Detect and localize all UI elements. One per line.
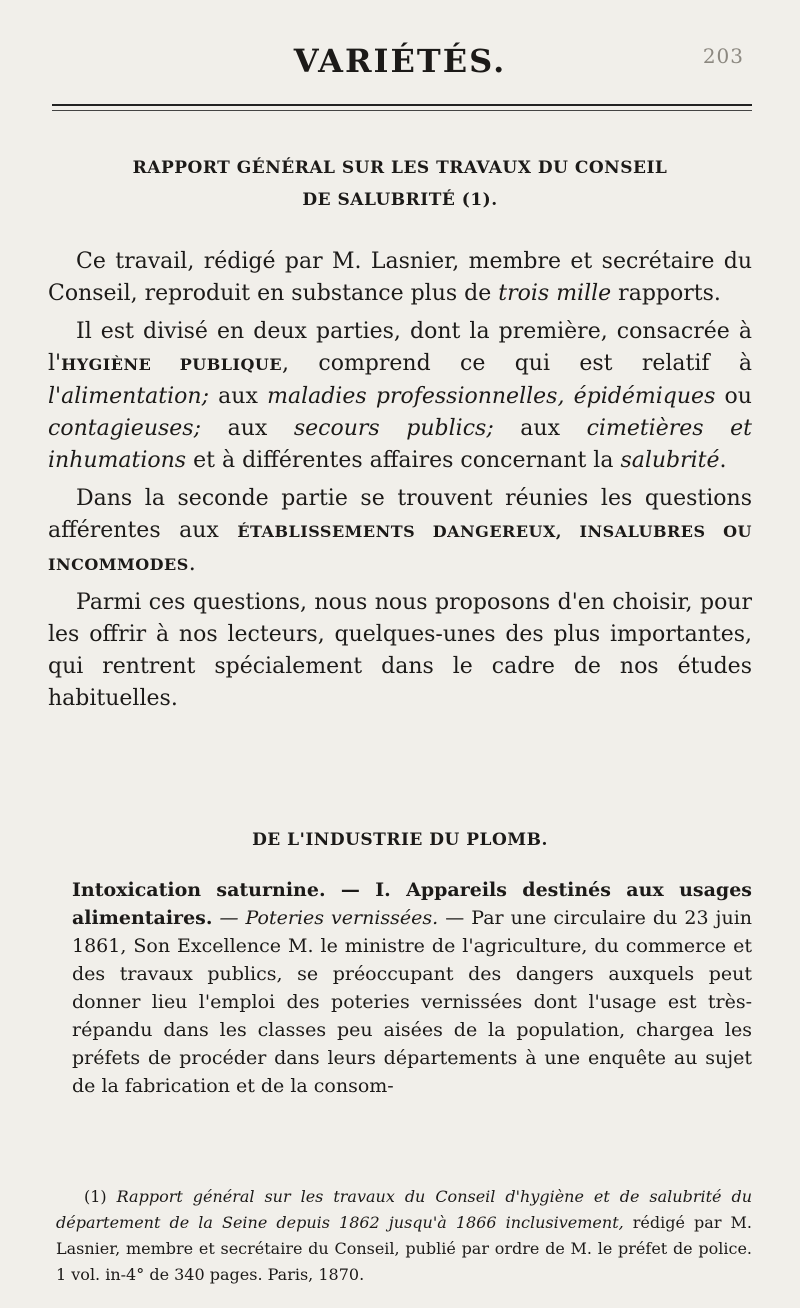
paragraph-2 — [48, 316, 752, 477]
title-rule — [52, 104, 752, 106]
footnote — [56, 1184, 752, 1288]
text-run: rapports. — [611, 281, 721, 306]
journal-page — [48, 38, 753, 1284]
paragraph-3 — [48, 483, 752, 581]
title-rule-thin — [52, 110, 752, 111]
footnote-mark: (1) — [84, 1187, 117, 1206]
bold-run: Intoxication saturnine. — I. Appareils destinés aux usages alimentaires. — [72, 879, 752, 929]
text-run: aux — [493, 416, 587, 441]
text-run: , comprend ce qui est relatif à — [282, 351, 752, 376]
footnote-paragraph — [56, 1184, 752, 1288]
section-body — [72, 876, 752, 1100]
article-body — [48, 246, 752, 721]
italic-run: trois mille — [498, 281, 612, 306]
smallcaps-run: ÉTABLISSEMENTS DANGEREUX, INSALUBRES OU INCOMMODES — [48, 522, 752, 574]
article-heading-line1: RAPPORT GÉNÉRAL SUR LES TRAVAUX DU CONSEIL — [132, 158, 668, 178]
text-run: Dans la seconde partie se trouvent réunies les questions afférentes aux — [48, 486, 752, 543]
paragraph-1 — [48, 246, 752, 310]
text-run: . — [188, 551, 196, 576]
text-run: et à différentes affaires concernant la — [186, 448, 621, 473]
italic-run: salubrité — [620, 448, 720, 473]
text-run: aux — [201, 416, 294, 441]
article-heading-line2: DE SALUBRITÉ (1). — [302, 190, 498, 210]
section-subheading: DE L'INDUSTRIE DU PLOMB. — [252, 830, 548, 850]
text-run: Ce travail, rédigé par M. Lasnier, membre et secrétaire du Conseil, reproduit en substance plus de — [48, 249, 752, 306]
page-number: 203 — [702, 44, 744, 68]
text-run: Il est divisé en deux parties, dont la première, consacrée à l' — [48, 319, 752, 376]
italic-run: contagieuses; — [48, 416, 202, 441]
section-title: VARIÉTÉS. — [293, 42, 507, 80]
paragraph-4: Parmi ces questions, nous nous proposons d'en choisir, pour les offrir à nos lecteurs, quelques-unes des plus importantes, qui rentrent spécialement dans le cadre de nos études habituelles. — [48, 590, 752, 711]
italic-run: — Poteries vernissées. — [212, 907, 439, 929]
text-run: aux — [208, 384, 268, 409]
smallcaps-run: HYGIÈNE PUBLIQUE — [61, 355, 283, 374]
italic-run: maladies professionnelles, épidémiques — [267, 384, 716, 409]
section-paragraph — [72, 876, 752, 1100]
text-run: ou — [715, 384, 752, 409]
italic-run: l'alimentation; — [48, 384, 209, 409]
text-run: . — [719, 448, 727, 473]
text-run: rédigé par M. Lasnier, membre et secrétaire du Conseil, publié par ordre de M. le préfet de police. 1 vol. in-4° de 340 pages. Paris, 1870. — [56, 1213, 753, 1284]
italic-run: Rapport général sur les travaux du Conseil d'hygiène et de salubrité du département de la Seine depuis 1862 jusqu'à 1866 inclusivement, — [56, 1187, 753, 1232]
text-run: — Par une circulaire du 23 juin 1861, Son Excellence M. le ministre de l'agriculture, du commerce et des travaux publics, se préoccupant des dangers auxquels peut donner lieu l'emploi des poteries vernissées dont l'usage est très-répandu dans les classes peu aisées de la population, chargea les préfets de procéder dans leurs départements à une enquête au sujet de la fabrication et de la consom- — [72, 907, 753, 1097]
italic-run: cimetières et inhumations — [48, 416, 752, 473]
italic-run: secours publics; — [293, 416, 494, 441]
